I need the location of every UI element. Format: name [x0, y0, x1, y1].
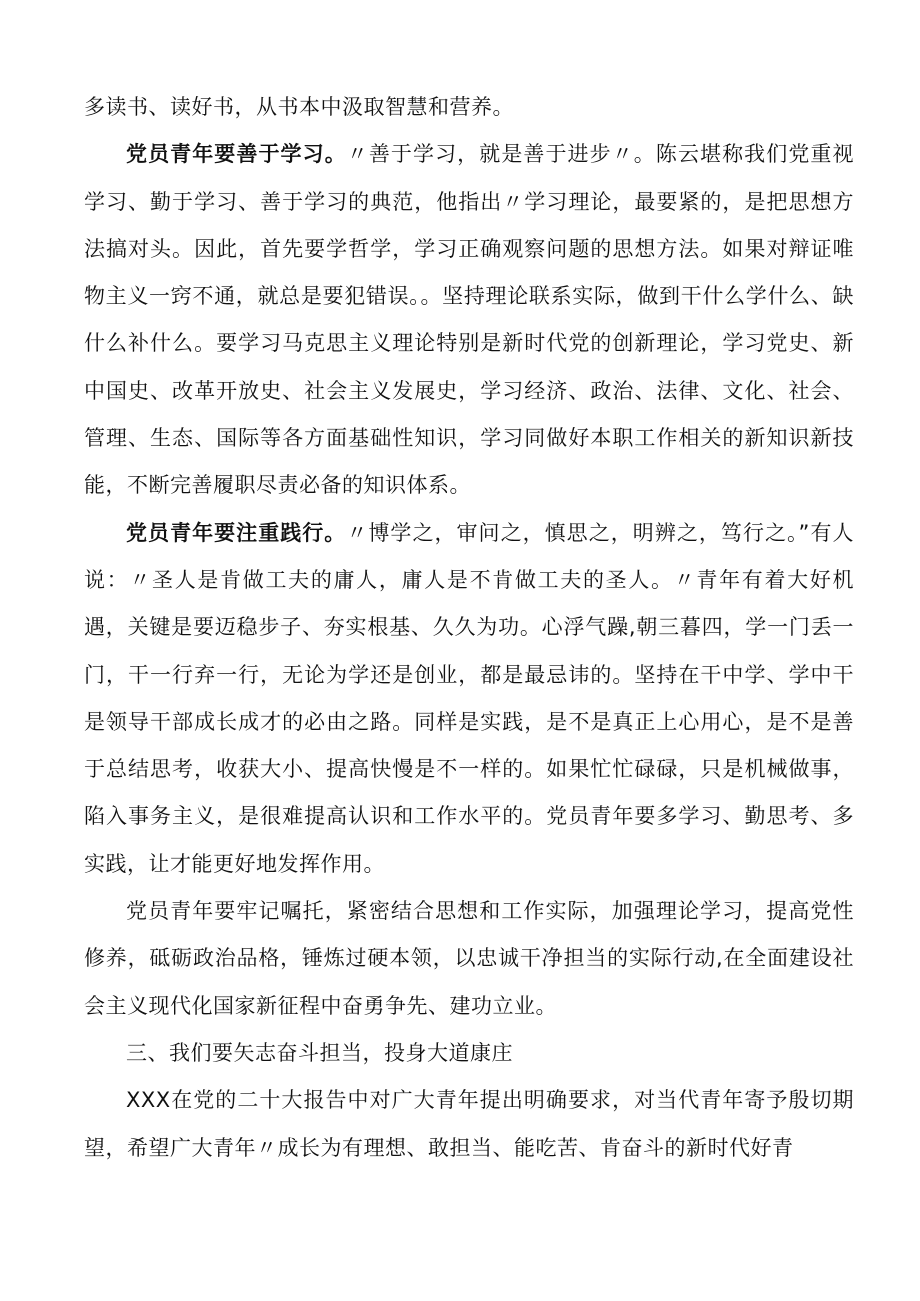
- section-heading-text: 三、我们要矢志奋斗担当，投身大道康庄: [126, 1040, 513, 1065]
- section-heading: [84, 1030, 854, 1077]
- document-body: [84, 84, 854, 1172]
- paragraph-3-text: 〃博学之，审问之，慎思之，明辨之，笃行之。”有人说：〃圣人是肯做工夫的庸人，庸人是不肯做工夫的圣人。〃青年有着大好机遇，关键是要迈稳步子、夯实根基、久久为功。心浮气躁,朝三暮四，学一门丢一门，干一行弃一行，无论为学还是创业，都是最忌讳的。坚持在干中学、学中干是领导干部成长成才的必由之路。同样是实践，是不是真正上心用心，是不是善于总结思考，收获大小、提高快慢是不一样的。如果忙忙碌碌，只是机械做事，陷入事务主义，是很难提高认识和工作水平的。党员青年要多学习、勤思考、多实践，让才能更好地发挥作用。: [84, 520, 854, 876]
- paragraph-3: [84, 510, 854, 888]
- paragraph-1-text: 多读书、读好书，从书本中汲取智慧和营养。: [84, 95, 514, 119]
- paragraph-2: [84, 131, 854, 509]
- paragraph-6: [84, 1077, 854, 1172]
- paragraph-3-heading: 党员青年要注重践行。: [126, 520, 347, 545]
- paragraph-1: [84, 84, 854, 131]
- paragraph-4: [84, 888, 854, 1030]
- paragraph-2-text: 〃善于学习，就是善于进步〃。陈云堪称我们党重视学习、勤于学习、善于学习的典范，他指出〃学习理论，最要紧的，是把思想方法搞对头。因此，首先要学哲学，学习正确观察问题的思想方法。如果对辩证唯物主义一窍不通，就总是要犯错误。。坚持理论联系实际，做到干什么学什么、缺什么补什么。要学习马克思主义理论特别是新时代党的创新理论，学习党史、新中国史、改革开放史、社会主义发展史，学习经济、政治、法律、文化、社会、管理、生态、国际等各方面基础性知识，学习同做好本职工作相关的新知识新技能，不断完善履职尽责必备的知识体系。: [84, 142, 854, 498]
- paragraph-2-heading: 党员青年要善于学习。: [126, 142, 347, 167]
- paragraph-4-text: 党员青年要牢记嘱托，紧密结合思想和工作实际，加强理论学习，提高党性修养，砥砺政治品格，锤炼过硬本领，以忠诚干净担当的实际行动,在全面建设社会主义现代化国家新征程中奋勇争先、建功立业。: [84, 899, 854, 1018]
- paragraph-6-text: XXX在党的二十大报告中对广大青年提出明确要求，对当代青年寄予殷切期望，希望广大青年〃成长为有理想、敢担当、能吃苦、肯奋斗的新时代好青: [84, 1088, 854, 1160]
